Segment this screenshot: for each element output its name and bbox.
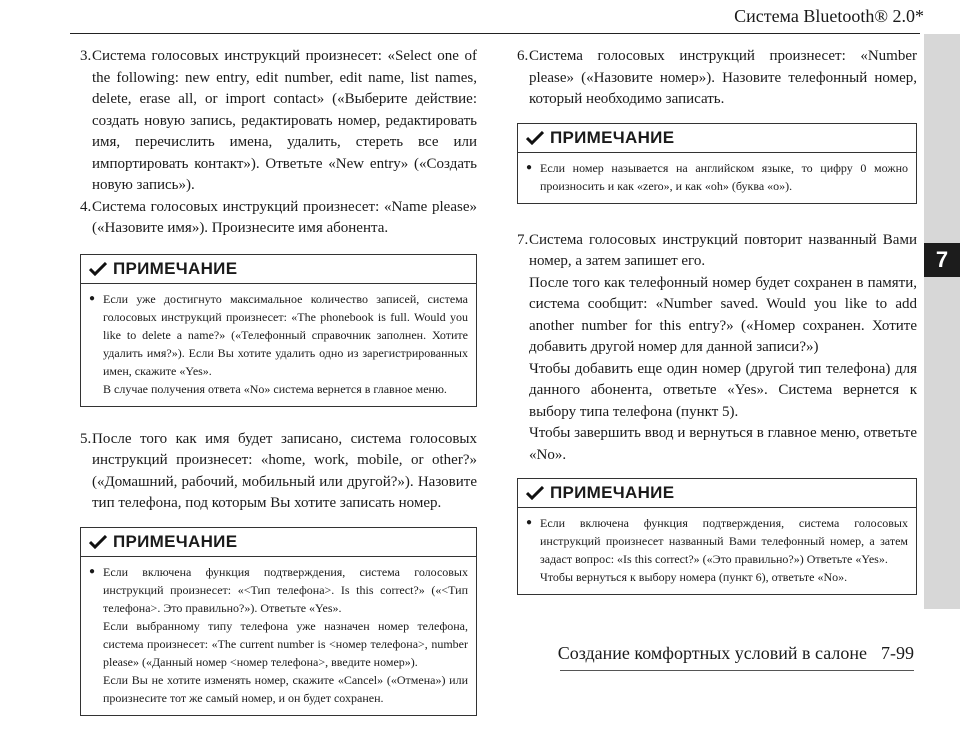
page-footer xyxy=(558,643,914,664)
note-text-extra: В случае получения ответа «No» система вернется в главное меню. xyxy=(103,381,447,396)
note-box-zero-digit xyxy=(517,123,917,204)
step-7 xyxy=(517,230,917,467)
step-number: 5. xyxy=(80,430,92,447)
bullet-icon: ● xyxy=(526,161,533,173)
note-box-confirmation xyxy=(80,527,477,716)
note-heading xyxy=(81,255,476,284)
step-text: Система голосовых инструкций произнесет: «Select one of the following: new entry, edit number, edit name, list names, delete, erase all, or import contact» («Выберите действие: создать новую запись, редактировать номер, редактировать имя, перечислить имена, удалить, стереть все или импортировать контакт»). Ответьте «New entry» («Создать новую запись»). xyxy=(92,48,477,193)
step-text: Система голосовых инструкций повторит названный Вами номер, а затем запишет его. xyxy=(529,231,917,269)
note-item xyxy=(526,159,908,195)
checkmark-icon xyxy=(526,131,544,145)
footer-divider xyxy=(560,670,914,671)
note-text-extra: Если Вы не хотите изменять номер, скажите «Cancel» («Отмена») или произнесите тот же самый номер, и он будет сохранен. xyxy=(103,672,468,705)
note-heading-label: ПРИМЕЧАНИЕ xyxy=(550,483,675,502)
step-number: 7. xyxy=(517,231,529,248)
page-header-title: Система Bluetooth® 2.0* xyxy=(734,6,924,26)
footer-section-title: Создание комфортных условий в салоне xyxy=(557,643,867,663)
note-heading xyxy=(81,528,476,557)
note-item xyxy=(89,563,468,707)
step-number: 3. xyxy=(80,48,92,64)
left-column xyxy=(80,46,477,738)
bullet-icon: ● xyxy=(89,292,96,304)
note-item xyxy=(526,514,908,586)
checkmark-icon xyxy=(526,486,544,500)
note-heading-label: ПРИМЕЧАНИЕ xyxy=(113,258,238,278)
step-text: После того как имя будет записано, система голосовых инструкций произнесет: «home, work, mobile, or other?» («Домашний, рабочий, мобильный или другой?»). Назовите тип телефона, под которым Вы хотите записать номер. xyxy=(92,430,477,511)
step-3 xyxy=(80,46,477,197)
note-text-extra: Чтобы вернуться к выбору номера (пункт 6), ответьте «No». xyxy=(540,570,848,584)
note-text: Если включена функция подтверждения, система голосовых инструкций произнесет: «<Тип телефона>. Is this correct?» («<Тип телефона>. Это правильно?»). Ответьте «Yes». xyxy=(103,564,468,615)
note-box-number-confirmation xyxy=(517,478,917,595)
bullet-icon: ● xyxy=(89,565,96,577)
note-box-phonebook-full xyxy=(80,254,477,407)
note-item xyxy=(89,290,468,398)
checkmark-icon xyxy=(89,262,107,276)
header-divider xyxy=(70,33,920,34)
step-text: Чтобы завершить ввод и вернуться в главное меню, ответьте «No». xyxy=(529,425,917,463)
page-number: 7-99 xyxy=(881,643,914,663)
note-text: Если номер называется на английском языке, то цифру 0 можно произносить и как «zero», и как «oh» (буква «o»). xyxy=(540,160,908,193)
note-heading xyxy=(518,124,916,153)
step-4 xyxy=(80,197,477,240)
step-6 xyxy=(517,46,917,111)
step-number: 4. xyxy=(80,198,92,215)
right-column xyxy=(517,46,917,617)
checkmark-icon xyxy=(89,535,107,549)
note-text: Если включена функция подтверждения, система голосовых инструкций произнесет названный Вами телефонный номер, а затем задаст вопрос: «Is this correct?» («Это правильно?») Ответьте «Yes». xyxy=(540,516,908,566)
note-heading xyxy=(518,479,916,508)
step-5 xyxy=(80,429,477,515)
step-text: Система голосовых инструкций произнесет: «Name please» («Назовите имя»). Произнесите имя абонента. xyxy=(92,198,477,236)
step-text: Чтобы добавить еще один номер (другой тип телефона) для данного абонента, ответьте «Yes». Система вернется к выбору типа телефона (пункт 5). xyxy=(529,360,917,420)
note-text-extra: Если выбранному типу телефона уже назначен номер телефона, система произнесет: «The current number is <номер телефона>, number please» («Данный номер <номер телефона>, введите номер»). xyxy=(103,618,468,669)
step-number: 6. xyxy=(517,48,529,64)
note-heading-label: ПРИМЕЧАНИЕ xyxy=(550,127,675,147)
chapter-side-tab xyxy=(924,34,960,609)
step-text: Система голосовых инструкций произнесет: «Number please» («Назовите номер»). Назовите телефонный номер, который необходимо записать. xyxy=(529,48,917,107)
step-text: После того как телефонный номер будет сохранен в памяти, система сообщит: «Number saved. Would you like to add another number for this entry?» («Номер сохранен. Хотите добавить другой номер для данной записи?») xyxy=(529,274,917,355)
note-heading-label: ПРИМЕЧАНИЕ xyxy=(113,531,238,551)
bullet-icon: ● xyxy=(526,517,533,528)
chapter-number-badge: 7 xyxy=(924,243,960,277)
note-text: Если уже достигнуто максимальное количество записей, система голосовых инструкций произнесет: «The phonebook is full. Would you like to delete a name?» («Телефонный справочник заполнен. Хотите удалить имя?»). Если Вы хотите удалить одно из зарегистрированных имен, скажите «Yes». xyxy=(103,291,468,378)
